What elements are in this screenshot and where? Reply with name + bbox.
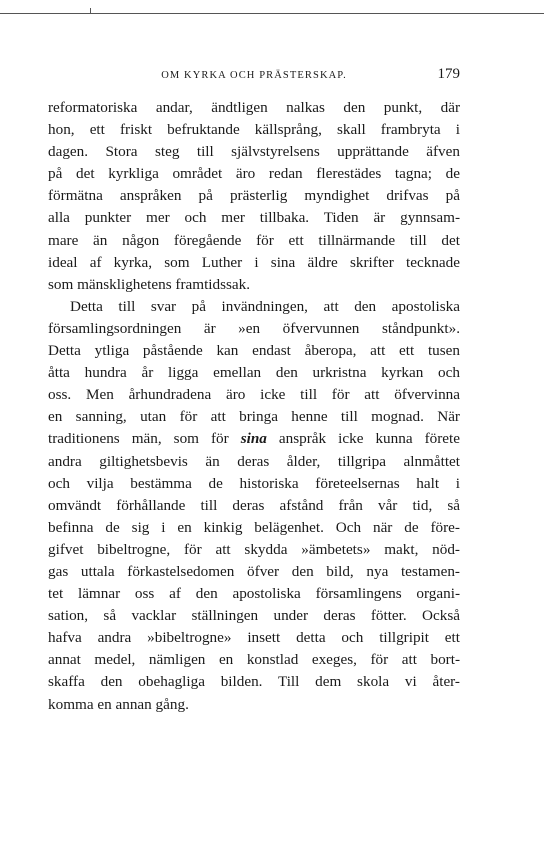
text-line: oss. Men århundradena äro icke till för att öfvervinna (48, 386, 460, 404)
top-rule (0, 13, 544, 14)
text-line: tet lämnar oss af den apostoliska församlingens organi- (48, 585, 460, 603)
text-line: förmätna anspråken på prästerlig myndighet drifvas på (48, 187, 460, 205)
text-line: annat medel, nämligen en konstlad exeges, för att bort- (48, 651, 460, 669)
text-line-with-emphasis (48, 428, 460, 450)
paragraph-2 (48, 296, 460, 716)
text-fragment: traditionens män, som för (48, 430, 229, 448)
text-line: gas uttala förkastelsedomen öfver den bild, nya testamen- (48, 562, 460, 580)
text-line: andra giltighetsbevis än deras ålder, tillgripa alnmåttet (48, 452, 460, 470)
text-line: hafva andra »bibeltrogne» insett detta och tillgripit ett (48, 629, 460, 647)
text-line: hon, ett friskt befruktande källsprång, skall frambryta i (48, 121, 460, 139)
text-line: en sanning, utan för att bringa henne till mognad. När (48, 408, 460, 426)
text-fragment: anspråk icke kunna förete (266, 430, 460, 448)
text-line: åtta hundra år ligga emellan den urkristna kyrkan och (48, 364, 460, 382)
top-rule-tick (90, 8, 91, 14)
text-line: komma en annan gång. (48, 695, 189, 713)
text-line: omvändt förhållande till deras afstånd från vår tid, så (48, 496, 460, 514)
text-line: gifvet bibeltrogne, för att skydda »ämbetets» makt, nöd- (48, 540, 460, 558)
text-line: reformatoriska andar, ändtligen nalkas den punkt, där (48, 99, 460, 116)
text-line: ideal af kyrka, som Luther i sina äldre skrifter tecknade (48, 253, 460, 271)
text-line: mare än någon föregående för ett tillnärmande till det (48, 231, 460, 249)
text-line: Detta ytliga påstående kan endast åberopa, att ett tusen (48, 342, 460, 360)
text-line: skaffa den obehagliga bilden. Till dem skola vi åter- (48, 673, 460, 691)
text-line: på det kyrkliga området äro redan flerestädes tagna; de (48, 165, 460, 183)
text-line: församlingsordningen är »en öfvervunnen ståndpunkt». (48, 319, 460, 337)
text-line: sation, så vacklar ställningen under deras fötter. Också (48, 607, 460, 625)
body-text (48, 97, 460, 716)
text-line: alla punkter mer och mer tillbaka. Tiden är gynnsam- (48, 209, 460, 227)
text-line: och vilja bestämma de historiska företeelsernas halt i (48, 474, 460, 492)
text-line: som mänsklighetens framtidssak. (48, 275, 251, 293)
running-head (48, 66, 460, 86)
running-title: OM KYRKA OCH PRÄSTERSKAP. (161, 70, 347, 81)
page-number: 179 (437, 66, 460, 82)
text-line: befinna de sig i en kinkig belägenhet. Och när de före- (48, 518, 460, 536)
paragraph-1 (48, 97, 460, 296)
emphasized-word: sina (240, 430, 267, 448)
text-line: Detta till svar på invändningen, att den apostoliska (70, 297, 460, 315)
text-line: dagen. Stora steg till självstyrelsens upprättande äfven (48, 143, 460, 161)
